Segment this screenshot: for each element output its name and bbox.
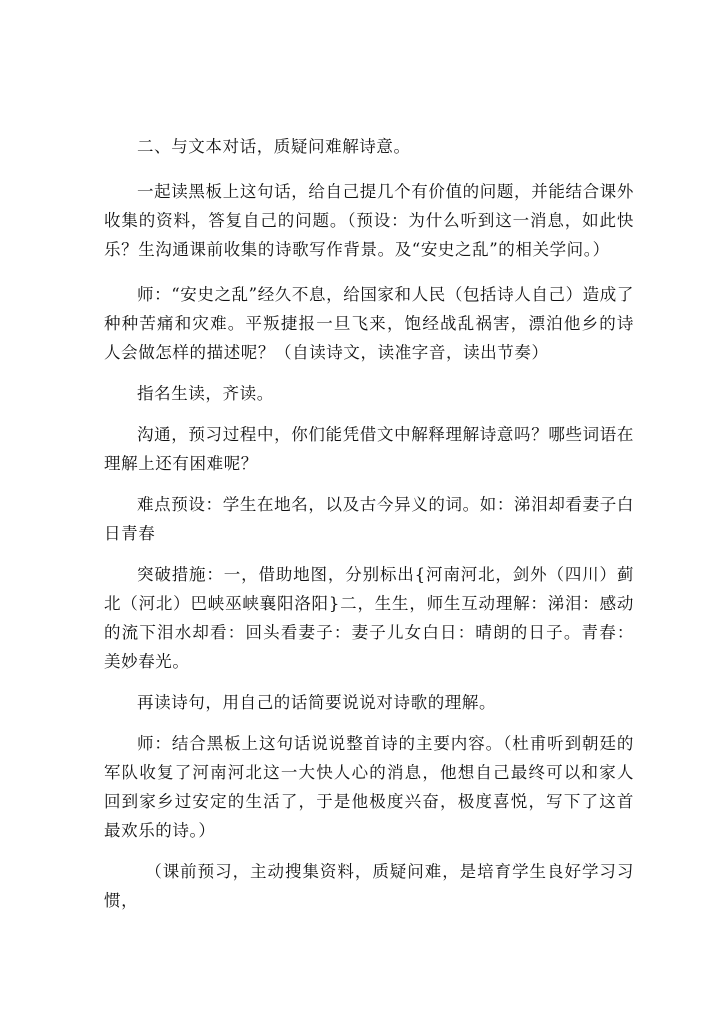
paragraph-questions: 一起读黑板上这句话，给自己提几个有价值的问题，并能结合课外收集的资料，答复自己的问题。（预设：为什么听到这一消息，如此快乐？生沟通课前收集的诗歌写作背景。及“安史之乱”的相关学问。） [104, 182, 634, 259]
paragraph-reading: 指名生读，齐读。 [137, 384, 274, 403]
paragraph-note: （课前预习，主动搜集资料，质疑问难，是培育学生良好学习习惯， [104, 862, 634, 910]
document-body [104, 132, 634, 915]
section-heading: 二、与文本对话，质疑问难解诗意。 [137, 137, 411, 156]
paragraph-summary: 师：结合黑板上这句话说说整首诗的主要内容。（杜甫听到朝廷的军队收复了河南河北这一大快人心的消息，他想自己最终可以和家人回到家乡过安定的生活了，于是他极度兴奋，极度喜悦，写下了这首最欢乐的诗。） [104, 734, 634, 840]
paragraph-discussion: 沟通，预习过程中，你们能凭借文中解释理解诗意吗？哪些词语在理解上还有困难呢？ [104, 425, 634, 473]
paragraph-reread: 再读诗句，用自己的话简要说说对诗歌的理解。 [137, 693, 497, 712]
paragraph-measures: 突破措施：一，借助地图，分别标出{河南河北，剑外（四川）蓟北（河北）巴峡巫峡襄阳洛阳}二，生生，师生互动理解：涕泪：感动的流下泪水却看：回头看妻子：妻子儿女白日：晴朗的日子。青春：美妙春光。 [104, 565, 634, 671]
paragraph-teacher-background: 师：“安史之乱”经久不息，给国家和人民（包括诗人自己）造成了种种苦痛和灾难。平叛捷报一旦飞来，饱经战乱祸害，漂泊他乡的诗人会做怎样的描述呢？（自读诗文，读准字音，读出节奏） [104, 285, 634, 362]
paragraph-difficulty: 难点预设：学生在地名，以及古今异义的词。如：涕泪却看妻子白日青春 [104, 495, 634, 543]
